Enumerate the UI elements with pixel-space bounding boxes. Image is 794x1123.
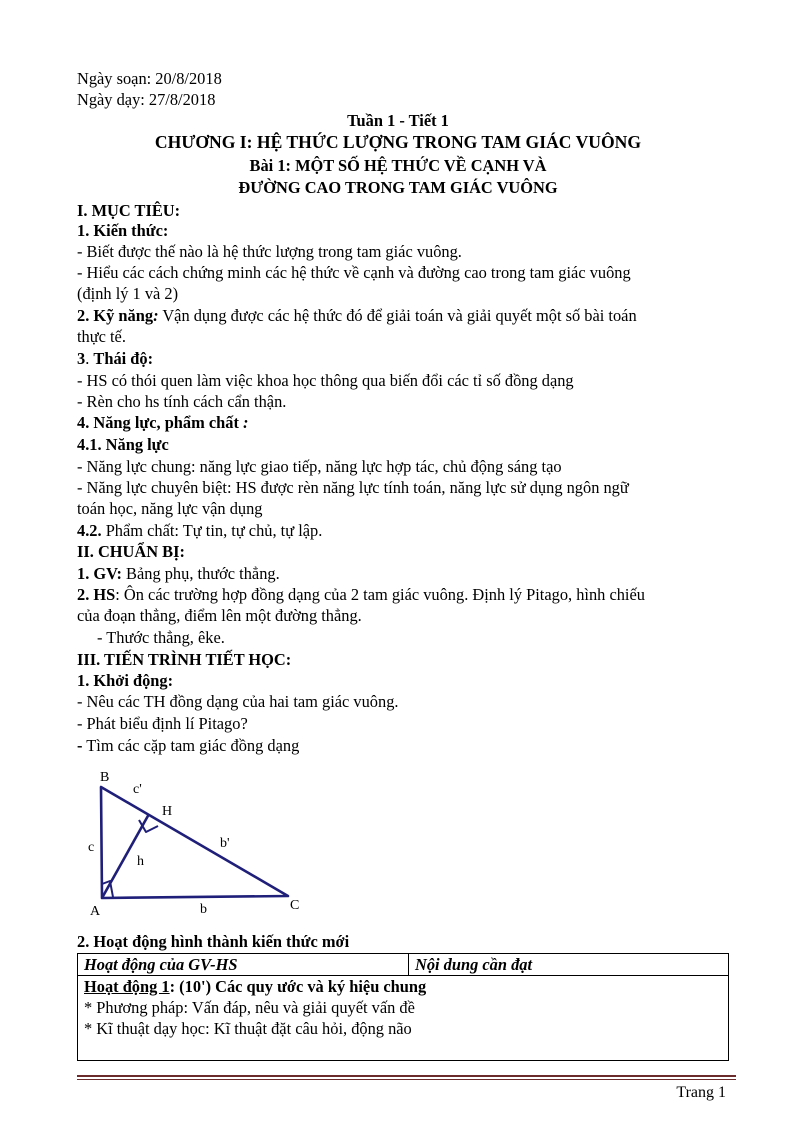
- knowledge-item-1: - Biết được thế nào là hệ thức lượng trong tam giác vuông.: [77, 242, 462, 261]
- attitude-item-1: - HS có thói quen làm việc khoa học thông qua biến đổi các tỉ số đồng dạng: [77, 371, 574, 390]
- gv-line: [77, 563, 280, 584]
- skill-line-1: [77, 305, 637, 326]
- activity1-cell: [78, 976, 729, 1061]
- competence-item-1: - Năng lực chung: năng lực giao tiếp, năng lực hợp tác, chủ động sáng tạo: [77, 457, 562, 476]
- skill-colon: :: [153, 306, 159, 325]
- activity1-method: * Phương pháp: Vấn đáp, nêu và giải quyết vấn đề: [84, 998, 415, 1017]
- competence-colon: :: [243, 413, 249, 432]
- label-c-side: c: [88, 840, 95, 855]
- page-number: Trang 1: [676, 1084, 726, 1101]
- activity1-label: Hoạt động 1: [84, 977, 170, 996]
- teach-date: Ngày dạy: 27/8/2018: [77, 90, 216, 109]
- label-h-vertex: H: [162, 804, 173, 819]
- label-c-vertex: C: [290, 898, 300, 913]
- label-b-prime: b': [220, 836, 230, 851]
- competence-heading: [77, 412, 248, 433]
- knowledge-item-2a: - Hiểu các cách chứng minh các hệ thức về cạnh và đường cao trong tam giác vuông: [77, 263, 631, 282]
- gv-text: Bảng phụ, thước thẳng.: [121, 564, 280, 583]
- hs-line-3: - Thước thẳng, êke.: [97, 628, 225, 647]
- warmup-item-1: - Nêu các TH đồng dạng của hai tam giác vuông.: [77, 692, 399, 711]
- table-header-content: Nội dung cần đạt: [409, 954, 729, 976]
- prep-date: Ngày soạn: 20/8/2018: [77, 69, 222, 88]
- knowledge-item-2b: (định lý 1 và 2): [77, 284, 179, 303]
- attitude-dot: .: [85, 349, 94, 368]
- competence-item-2a: - Năng lực chuyên biệt: HS được rèn năng lực tính toán, năng lực sử dụng ngôn ngữ: [77, 478, 629, 497]
- competence-sub-heading: 4.1. Năng lực: [77, 435, 169, 454]
- chapter-title: CHƯƠNG I: HỆ THỨC LƯỢNG TRONG TAM GIÁC VUÔNG: [154, 132, 642, 152]
- quality-text: Phẩm chất: Tự tin, tự chủ, tự lập.: [101, 521, 323, 540]
- warmup-item-3-text: Tìm các cặp tam giác đồng dạng: [82, 736, 300, 755]
- right-triangle-figure: [80, 762, 320, 922]
- competence-label: 4. Năng lực, phẩm chất: [77, 413, 244, 432]
- week-lesson: Tuần 1 - Tiết 1: [347, 111, 449, 130]
- label-a-vertex: A: [90, 904, 101, 919]
- activity1-title-line: [84, 976, 722, 997]
- hs-line: [77, 584, 645, 605]
- activity-table: [77, 953, 729, 1061]
- technique-text: Kĩ thuật đặt câu hỏi, động não: [209, 1019, 412, 1038]
- attitude-label: Thái độ:: [93, 349, 154, 368]
- label-h-side: h: [137, 854, 144, 869]
- quality-label: 4.2.: [77, 521, 102, 540]
- label-b-side: b: [200, 902, 207, 917]
- competence-item-2b: toán học, năng lực vận dụng: [77, 499, 263, 518]
- hs-text-a: : Ôn các trường hợp đồng dạng của 2 tam giác vuông. Định lý Pitago, hình chiếu: [115, 585, 645, 604]
- table-row: [78, 976, 729, 1061]
- table-header-activity: Hoạt động của GV-HS: [78, 954, 409, 976]
- warmup-item-2: - Phát biểu định lí Pitago?: [77, 714, 248, 733]
- attitude-heading: [77, 348, 153, 369]
- warmup-item-3-dash: -: [77, 736, 83, 755]
- skill-line-2: thực tế.: [77, 327, 126, 346]
- right-angle-marker-h: [139, 820, 158, 832]
- hs-line-2: của đoạn thẳng, điểm lên một đường thẳng.: [77, 606, 362, 625]
- warmup-item-3: [77, 735, 299, 756]
- label-b-vertex: B: [100, 770, 110, 785]
- hs-label: 2. HS: [77, 585, 116, 604]
- warmup-heading: 1. Khởi động:: [77, 671, 174, 690]
- triangle-abc: [101, 787, 288, 898]
- label-c-prime: c': [133, 782, 142, 797]
- skill-label: 2. Kỹ năng: [77, 306, 154, 325]
- lesson-title-line-2: ĐƯỜNG CAO TRONG TAM GIÁC VUÔNG: [238, 178, 558, 197]
- attitude-num: 3: [77, 349, 86, 368]
- gv-label: 1. GV:: [77, 564, 122, 583]
- activity1-technique: [84, 1018, 722, 1039]
- skill-text-a: Vận dụng được các hệ thức đó để giải toán và giải quyết một số bài toán: [158, 306, 637, 325]
- footer-rule-thin: [77, 1079, 736, 1080]
- activity2-heading: 2. Hoạt động hình thành kiến thức mới: [77, 932, 350, 951]
- progress-heading: III. TIẾN TRÌNH TIẾT HỌC:: [77, 650, 292, 669]
- quality-line: [77, 520, 322, 541]
- knowledge-heading: 1. Kiến thức:: [77, 221, 169, 240]
- preparation-heading: II. CHUẨN BỊ:: [77, 542, 185, 561]
- objectives-heading: I. MỤC TIÊU:: [77, 201, 181, 220]
- technique-label: * Kĩ thuật dạy học:: [84, 1019, 210, 1038]
- table-header-row: [78, 954, 729, 976]
- attitude-item-2: - Rèn cho hs tính cách cẩn thận.: [77, 392, 287, 411]
- activity1-title: : (10') Các quy ước và ký hiệu chung: [169, 977, 427, 996]
- lesson-title-line-1: Bài 1: MỘT SỐ HỆ THỨC VỀ CẠNH VÀ: [249, 156, 547, 175]
- footer-rule-thick: [77, 1075, 736, 1077]
